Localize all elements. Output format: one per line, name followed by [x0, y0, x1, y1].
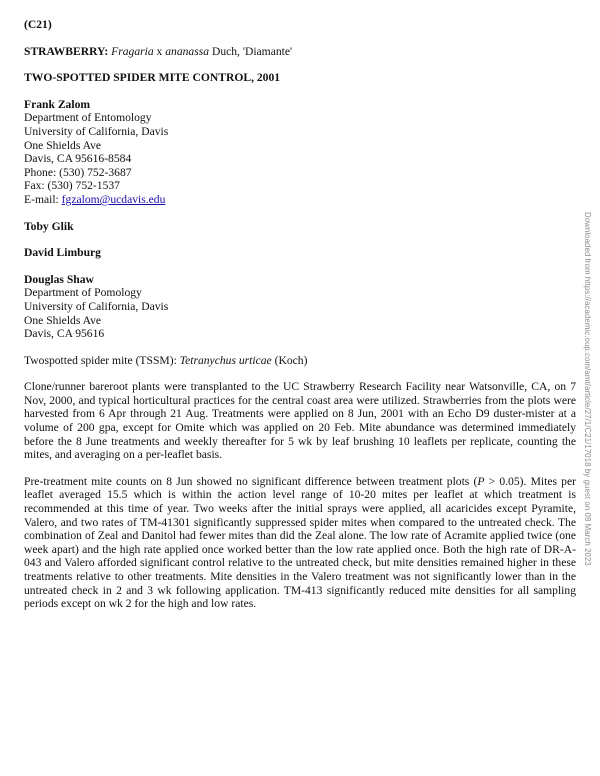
crop-line: [24, 45, 576, 59]
results-paragraph: [24, 475, 576, 611]
author-address-line: University of California, Davis: [24, 299, 169, 313]
crop-species2: ananassa: [165, 44, 210, 58]
crop-x: x: [153, 44, 166, 58]
author-name: David Limburg: [24, 246, 101, 260]
pest-prefix: Twospotted spider mite (TSSM):: [24, 353, 180, 367]
author-phone: Phone: (530) 752-3687: [24, 165, 132, 179]
author-address-line: One Shields Ave: [24, 138, 102, 152]
p-symbol: P: [477, 474, 485, 488]
author-block: [24, 273, 576, 341]
pest-species: Tetranychus urticae: [179, 353, 272, 367]
email-label: E-mail:: [24, 192, 62, 206]
report-title: TWO-SPOTTED SPIDER MITE CONTROL, 2001: [24, 71, 281, 85]
author-email-line: [24, 193, 576, 207]
crop-species: Fragaria: [111, 44, 154, 58]
document-page: [24, 18, 576, 611]
methods-paragraph: Clone/runner bareroot plants were transplanted to the UC Strawberry Research Facility near Watsonville, CA, on 7 Nov, 2000, and typical horticultural practices for the central coast area were utilized. Strawberries from the plots were harvested from 6 Apr through 21 Aug. Treatments were applied on 8 Jun, 2001 with an Echo D9 duster-mister at a volume of 200 gpa, except for Omite which was applied on 20 Feb. Mite abundance was determined immediately before the 8 June treatments and weekly thereafter for 5 wk by leaf brushing 10 leaflets per replicate, counting the mites, and averaging on a per-leaflet basis.: [24, 380, 576, 462]
author-name: Frank Zalom: [24, 97, 91, 111]
results-text-a: Pre-treatment mite counts on 8 Jun showed no significant difference between treatment plots (: [24, 474, 478, 488]
author-block: [24, 98, 576, 207]
author-address-line: Department of Pomology: [24, 286, 142, 300]
author-address-line: University of California, Davis: [24, 124, 169, 138]
email-link[interactable]: fgzalom@ucdavis.edu: [61, 192, 166, 206]
pest-suffix: (Koch): [271, 353, 308, 367]
report-code: (C21): [24, 18, 52, 31]
author-address-line: Davis, CA 95616-8584: [24, 152, 132, 166]
author-address-line: Davis, CA 95616: [24, 327, 105, 341]
download-watermark: Downloaded from https://academic.oup.com/amt/article/27/1/C21/17018 by guest on 08 March 2023: [583, 212, 592, 566]
author-address-line: One Shields Ave: [24, 313, 102, 327]
results-text-b: > 0.05). Mites per leaflet averaged 15.5 which is within the action level range of 10-20 mites per leaflet at which treatment is recommended at this time of year. Two weeks after the initial sprays were applied, all acaricides except Pyramite, Valero, and two rates of TM-41301 significantly suppressed spider mites when compared to the untreated check. The combination of Zeal and Danitol had fewer mites than did the Zeal alone. The low rate of Acramite applied twice (one week apart) and the high rate applied once worked better than the low rate applied once. Both the high rate of DR-A-043 and Valero afforded significant control relative to the untreated check, but mite densities remained higher in these treatments relative to other treatments. Mite densities in the Valero treatment was not significantly lower than in the untreated check in 2 and 3 wk following application. TM-413 significantly reduced mite densities for all sampling periods except on wk 2 for the high and low rates.: [24, 474, 576, 611]
crop-rest: Duch, 'Diamante': [209, 44, 293, 58]
crop-label: STRAWBERRY:: [24, 44, 109, 58]
author-name: Toby Glik: [24, 219, 74, 233]
author-name: Douglas Shaw: [24, 272, 94, 286]
pest-line: [24, 354, 576, 368]
author-fax: Fax: (530) 752-1537: [24, 179, 120, 193]
author-address-line: Department of Entomology: [24, 111, 152, 125]
